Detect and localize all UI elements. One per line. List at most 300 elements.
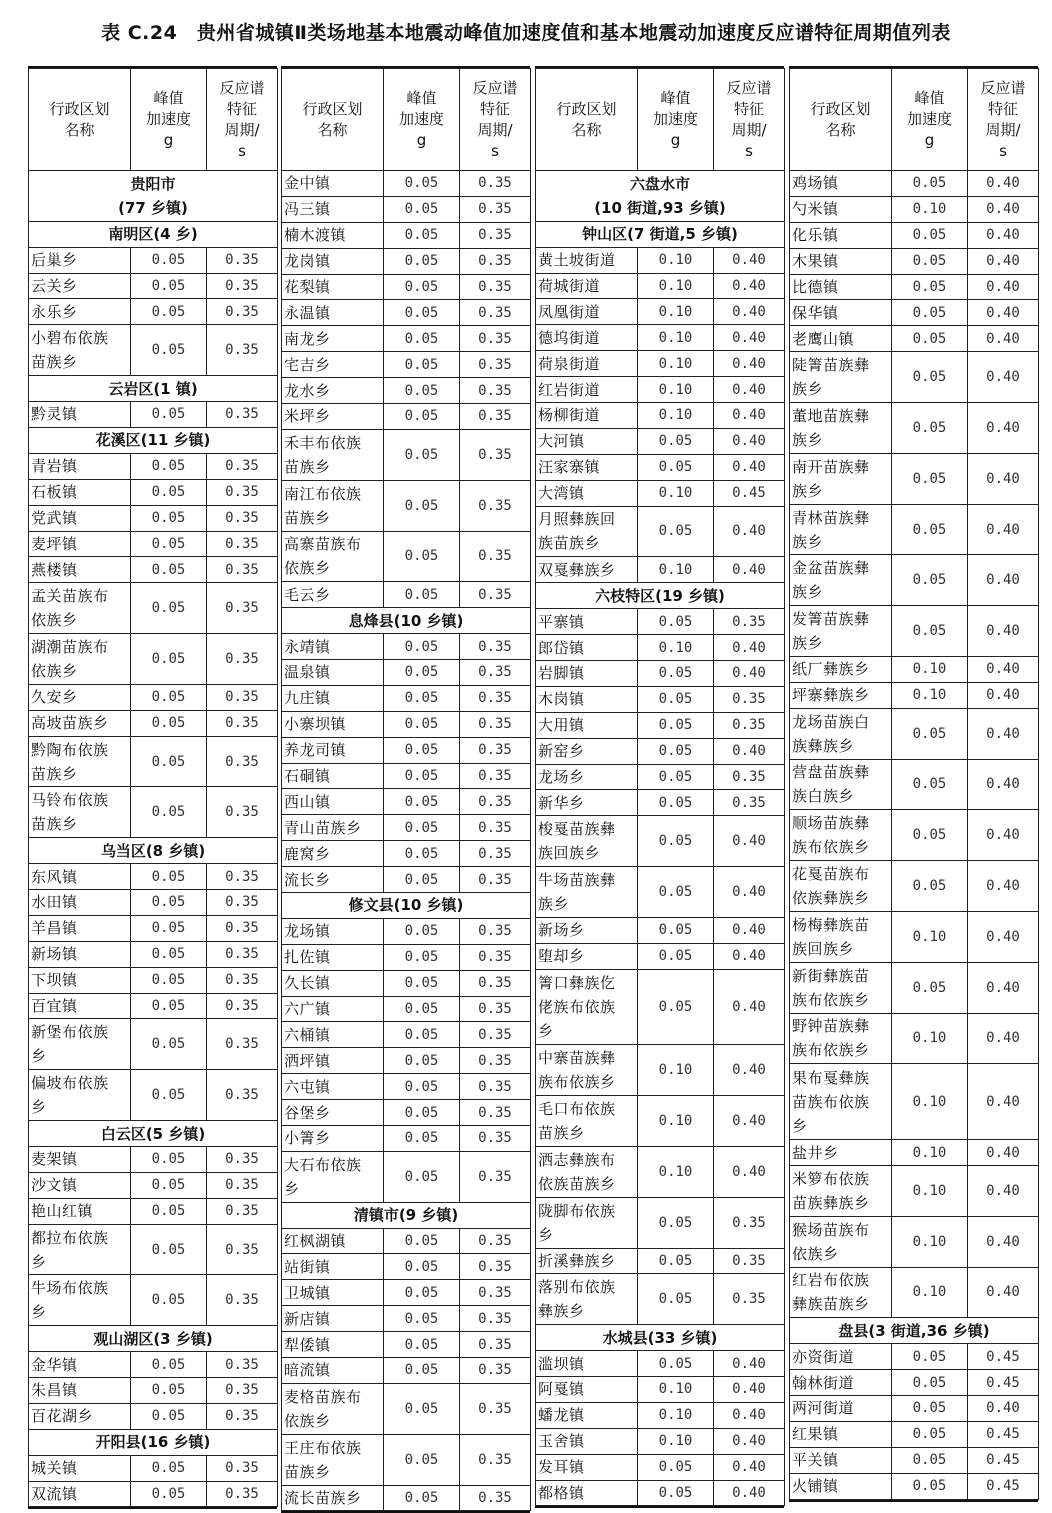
period-value: 0.35 <box>207 1019 278 1070</box>
town-name: 荷泉街道 <box>536 351 638 377</box>
peak-acceleration-value: 0.05 <box>384 841 460 867</box>
peak-acceleration-value: 0.05 <box>384 582 460 608</box>
town-name: 麦格苗族布 依族乡 <box>282 1383 384 1434</box>
period-value: 0.35 <box>714 1197 785 1248</box>
peak-acceleration-value: 0.05 <box>384 248 460 274</box>
town-name: 红果镇 <box>790 1421 892 1447</box>
town-name: 高寨苗族布 依族乡 <box>282 531 384 582</box>
peak-acceleration-value: 0.05 <box>384 352 460 378</box>
period-value: 0.35 <box>460 196 531 222</box>
peak-acceleration-value: 0.05 <box>638 790 714 816</box>
town-name: 两河街道 <box>790 1396 892 1422</box>
town-name: 新窑乡 <box>536 738 638 764</box>
town-name: 鸡场镇 <box>790 171 892 197</box>
table-row <box>29 1481 278 1507</box>
table-row <box>790 911 1039 962</box>
period-value: 0.40 <box>968 1013 1039 1064</box>
period-value: 0.45 <box>714 480 785 506</box>
period-value: 0.35 <box>714 790 785 816</box>
header-row <box>29 69 278 171</box>
period-value: 0.40 <box>714 299 785 325</box>
table-row <box>29 1403 278 1429</box>
town-name: 城关镇 <box>29 1455 131 1481</box>
town-name: 孟关苗族布 依族乡 <box>29 583 131 634</box>
period-value: 0.40 <box>968 1216 1039 1267</box>
peak-acceleration-value: 0.05 <box>892 759 968 810</box>
period-value: 0.40 <box>968 861 1039 912</box>
town-name: 大河镇 <box>536 428 638 454</box>
town-name: 堕却乡 <box>536 943 638 969</box>
town-name: 双戛彝族乡 <box>536 557 638 583</box>
peak-acceleration-value: 0.05 <box>131 684 207 710</box>
town-name: 荷城街道 <box>536 273 638 299</box>
peak-acceleration-value: 0.05 <box>384 1126 460 1152</box>
period-value: 0.35 <box>460 711 531 737</box>
peak-acceleration-value: 0.10 <box>638 247 714 273</box>
period-value: 0.35 <box>460 429 531 480</box>
period-value: 0.40 <box>714 660 785 686</box>
town-name: 陇脚布依族 乡 <box>536 1197 638 1248</box>
peak-acceleration-value: 0.05 <box>892 248 968 274</box>
town-name: 百花湖乡 <box>29 1403 131 1429</box>
town-name: 养龙司镇 <box>282 737 384 763</box>
table-row <box>282 1126 531 1152</box>
period-value: 0.35 <box>460 1280 531 1306</box>
peak-acceleration-value: 0.05 <box>131 967 207 993</box>
region-heading: 乌当区(8 乡镇) <box>29 838 278 864</box>
town-name: 新场乡 <box>536 917 638 943</box>
peak-acceleration-value: 0.05 <box>892 1473 968 1499</box>
table-row <box>790 1064 1039 1140</box>
period-value: 0.35 <box>207 1172 278 1198</box>
peak-acceleration-value: 0.05 <box>384 480 460 531</box>
period-value: 0.35 <box>207 1403 278 1429</box>
period-value: 0.40 <box>714 1045 785 1096</box>
town-name: 犁倭镇 <box>282 1332 384 1358</box>
peak-acceleration-value: 0.05 <box>384 531 460 582</box>
town-name: 石硐镇 <box>282 763 384 789</box>
town-name: 楠木渡镇 <box>282 222 384 248</box>
period-value: 0.40 <box>714 454 785 480</box>
period-value: 0.35 <box>207 583 278 634</box>
peak-acceleration-value: 0.05 <box>131 1172 207 1198</box>
peak-acceleration-value: 0.05 <box>638 1480 714 1506</box>
table-row <box>282 711 531 737</box>
town-name: 金盆苗族彝 族乡 <box>790 555 892 606</box>
town-name: 百宜镇 <box>29 993 131 1019</box>
period-value: 0.35 <box>207 1481 278 1507</box>
period-value: 0.40 <box>714 325 785 351</box>
peak-acceleration-value: 0.10 <box>638 1402 714 1428</box>
table-row <box>29 993 278 1019</box>
peak-acceleration-value: 0.05 <box>384 1332 460 1358</box>
table-row <box>536 377 785 403</box>
town-name: 西山镇 <box>282 789 384 815</box>
table-row <box>790 352 1039 403</box>
peak-acceleration-value: 0.10 <box>638 403 714 429</box>
town-name: 鹿窝乡 <box>282 841 384 867</box>
period-value: 0.35 <box>207 1455 278 1481</box>
table-row <box>790 300 1039 326</box>
town-name: 六桶镇 <box>282 1022 384 1048</box>
period-value: 0.35 <box>714 609 785 635</box>
peak-acceleration-value: 0.10 <box>638 1377 714 1403</box>
table-row <box>282 970 531 996</box>
table-column-1 <box>28 66 277 1509</box>
table-row <box>536 325 785 351</box>
period-value: 0.40 <box>968 1267 1039 1318</box>
table-row <box>536 969 785 1045</box>
table-row <box>790 403 1039 454</box>
town-name: 青岩镇 <box>29 453 131 479</box>
table-row <box>29 325 278 376</box>
period-value: 0.35 <box>207 710 278 736</box>
town-name: 沙文镇 <box>29 1172 131 1198</box>
town-name: 坪寨彝族乡 <box>790 682 892 708</box>
peak-acceleration-value: 0.05 <box>384 970 460 996</box>
period-value: 0.40 <box>714 1096 785 1147</box>
period-value: 0.35 <box>714 712 785 738</box>
peak-acceleration-value: 0.05 <box>638 1454 714 1480</box>
period-value: 0.35 <box>460 1358 531 1384</box>
region-heading: 盘县(3 街道,36 乡镇) <box>790 1318 1039 1344</box>
table-row <box>29 736 278 787</box>
peak-acceleration-value: 0.05 <box>131 1224 207 1275</box>
peak-acceleration-value: 0.05 <box>131 557 207 583</box>
period-value: 0.40 <box>714 1377 785 1403</box>
period-value: 0.35 <box>207 531 278 557</box>
period-value: 0.40 <box>968 403 1039 454</box>
town-name: 王庄布依族 苗族乡 <box>282 1434 384 1485</box>
peak-acceleration-value: 0.05 <box>384 404 460 430</box>
peak-acceleration-value: 0.05 <box>638 764 714 790</box>
period-value: 0.35 <box>460 480 531 531</box>
table-row <box>536 1402 785 1428</box>
period-value: 0.35 <box>207 684 278 710</box>
peak-acceleration-value: 0.05 <box>892 326 968 352</box>
town-name: 龙水乡 <box>282 378 384 404</box>
table-row <box>282 480 531 531</box>
town-name: 牛场苗族彝 族乡 <box>536 867 638 918</box>
town-name: 月照彝族回 族苗族乡 <box>536 506 638 557</box>
group-header-row <box>536 583 785 609</box>
town-name: 蟠龙镇 <box>536 1402 638 1428</box>
group-header-row <box>536 1325 785 1351</box>
peak-acceleration-value: 0.05 <box>384 737 460 763</box>
table-row <box>790 1216 1039 1267</box>
peak-acceleration-value: 0.05 <box>384 815 460 841</box>
town-name: 杨梅彝族苗 族回族乡 <box>790 911 892 962</box>
table-row <box>536 764 785 790</box>
table-row <box>29 941 278 967</box>
table-row <box>790 453 1039 504</box>
table-row <box>29 864 278 890</box>
town-name: 宅吉乡 <box>282 352 384 378</box>
period-value: 0.35 <box>207 557 278 583</box>
town-name: 水田镇 <box>29 890 131 916</box>
region-heading: 六盘水市 (10 街道,93 乡镇) <box>536 171 785 222</box>
peak-acceleration-value: 0.05 <box>384 429 460 480</box>
table-row <box>29 557 278 583</box>
table-row <box>536 1096 785 1147</box>
town-name: 果布戛彝族 苗族布依族 乡 <box>790 1064 892 1140</box>
table-row <box>536 1480 785 1506</box>
town-name: 都格镇 <box>536 1480 638 1506</box>
peak-acceleration-value: 0.05 <box>638 1248 714 1274</box>
period-value: 0.35 <box>460 1126 531 1152</box>
peak-acceleration-value: 0.05 <box>131 634 207 685</box>
table-row <box>790 1267 1039 1318</box>
table-row <box>282 1280 531 1306</box>
period-value: 0.35 <box>460 970 531 996</box>
period-value: 0.40 <box>968 274 1039 300</box>
table-row <box>790 1013 1039 1064</box>
table-row <box>29 247 278 273</box>
period-value: 0.40 <box>968 1396 1039 1422</box>
town-name: 湖潮苗族布 依族乡 <box>29 634 131 685</box>
period-value: 0.40 <box>714 969 785 1045</box>
town-name: 洒坪镇 <box>282 1048 384 1074</box>
period-value: 0.40 <box>968 222 1039 248</box>
period-value: 0.40 <box>714 1428 785 1454</box>
town-name: 郎岱镇 <box>536 635 638 661</box>
table-row <box>29 710 278 736</box>
town-name: 德坞街道 <box>536 325 638 351</box>
town-name: 都拉布依族 乡 <box>29 1224 131 1275</box>
period-value: 0.35 <box>207 1224 278 1275</box>
table-row <box>29 299 278 325</box>
peak-acceleration-value: 0.05 <box>638 609 714 635</box>
peak-acceleration-value: 0.05 <box>638 816 714 867</box>
table-row <box>282 171 531 197</box>
table-row <box>282 634 531 660</box>
period-value: 0.40 <box>714 816 785 867</box>
period-value: 0.35 <box>207 1146 278 1172</box>
table-row <box>536 816 785 867</box>
table-row <box>790 1370 1039 1396</box>
town-name: 大湾镇 <box>536 480 638 506</box>
table-row <box>282 1100 531 1126</box>
town-name: 米箩布依族 苗族彝族乡 <box>790 1165 892 1216</box>
town-name: 黔灵镇 <box>29 402 131 428</box>
period-value: 0.35 <box>207 736 278 787</box>
period-value: 0.35 <box>207 325 278 376</box>
table-row <box>282 326 531 352</box>
period-value: 0.35 <box>207 1352 278 1378</box>
period-value: 0.40 <box>968 1064 1039 1140</box>
peak-acceleration-value: 0.10 <box>638 351 714 377</box>
peak-acceleration-value: 0.05 <box>638 454 714 480</box>
town-name: 冯三镇 <box>282 196 384 222</box>
period-value: 0.35 <box>207 299 278 325</box>
peak-acceleration-value: 0.05 <box>384 867 460 893</box>
peak-acceleration-value: 0.05 <box>384 918 460 944</box>
table-row <box>536 1428 785 1454</box>
period-value: 0.35 <box>207 453 278 479</box>
town-name: 永温镇 <box>282 300 384 326</box>
peak-acceleration-value: 0.05 <box>131 1403 207 1429</box>
data-table <box>281 68 531 1511</box>
period-value: 0.35 <box>460 918 531 944</box>
peak-acceleration-value: 0.10 <box>892 196 968 222</box>
town-name: 陡箐苗族彝 族乡 <box>790 352 892 403</box>
table-row <box>282 222 531 248</box>
period-value: 0.40 <box>714 247 785 273</box>
period-value: 0.35 <box>714 1274 785 1325</box>
peak-acceleration-value: 0.10 <box>638 557 714 583</box>
region-heading: 开阳县(16 乡镇) <box>29 1429 278 1455</box>
town-name: 平关镇 <box>790 1447 892 1473</box>
header-peak-acceleration: 峰值 加速度 g <box>638 69 714 171</box>
table-row <box>282 378 531 404</box>
period-value: 0.35 <box>207 1378 278 1404</box>
table-row <box>282 300 531 326</box>
town-name: 龙岗镇 <box>282 248 384 274</box>
town-name: 新店镇 <box>282 1306 384 1332</box>
town-name: 玉舍镇 <box>536 1428 638 1454</box>
table-row <box>282 1332 531 1358</box>
peak-acceleration-value: 0.05 <box>384 1306 460 1332</box>
period-value: 0.40 <box>968 196 1039 222</box>
period-value: 0.35 <box>460 1254 531 1280</box>
period-value: 0.35 <box>460 222 531 248</box>
town-name: 董地苗族彝 族乡 <box>790 403 892 454</box>
period-value: 0.40 <box>968 810 1039 861</box>
peak-acceleration-value: 0.05 <box>131 505 207 531</box>
town-name: 箐口彝族仡 佬族布依族 乡 <box>536 969 638 1045</box>
period-value: 0.35 <box>460 789 531 815</box>
region-heading: 钟山区(7 街道,5 乡镇) <box>536 221 785 247</box>
town-name: 石板镇 <box>29 479 131 505</box>
period-value: 0.45 <box>968 1370 1039 1396</box>
period-value: 0.40 <box>968 1165 1039 1216</box>
town-name: 落别布依族 彝族乡 <box>536 1274 638 1325</box>
header-period: 反应谱 特征 周期/ s <box>968 69 1039 171</box>
group-header-row <box>29 376 278 402</box>
peak-acceleration-value: 0.05 <box>892 1447 968 1473</box>
peak-acceleration-value: 0.05 <box>384 300 460 326</box>
town-name: 毛口布依族 苗族乡 <box>536 1096 638 1147</box>
period-value: 0.45 <box>968 1447 1039 1473</box>
header-peak-acceleration: 峰值 加速度 g <box>131 69 207 171</box>
table-title: 表 C.24 贵州省城镇Ⅱ类场地基本地震动峰值加速度值和基本地震动加速度反应谱特征周期值列表 <box>101 22 951 44</box>
peak-acceleration-value: 0.05 <box>131 736 207 787</box>
peak-acceleration-value: 0.05 <box>892 300 968 326</box>
period-value: 0.35 <box>460 171 531 197</box>
group-header-row <box>282 608 531 634</box>
town-name: 新堡布依族 乡 <box>29 1019 131 1070</box>
table-row <box>536 943 785 969</box>
town-name: 扎佐镇 <box>282 944 384 970</box>
peak-acceleration-value: 0.05 <box>892 861 968 912</box>
town-name: 纸厂彝族乡 <box>790 657 892 683</box>
period-value: 0.35 <box>460 274 531 300</box>
table-row <box>29 1275 278 1326</box>
peak-acceleration-value: 0.05 <box>892 504 968 555</box>
group-header-row <box>29 1429 278 1455</box>
town-name: 卫城镇 <box>282 1280 384 1306</box>
table-row <box>282 918 531 944</box>
table-row <box>29 1146 278 1172</box>
town-name: 龙场苗族白 族彝族乡 <box>790 708 892 759</box>
peak-acceleration-value: 0.05 <box>892 403 968 454</box>
table-row <box>282 1485 531 1511</box>
table-row <box>790 504 1039 555</box>
peak-acceleration-value: 0.10 <box>638 325 714 351</box>
table-row <box>536 686 785 712</box>
peak-acceleration-value: 0.10 <box>638 1045 714 1096</box>
town-name: 木果镇 <box>790 248 892 274</box>
peak-acceleration-value: 0.10 <box>638 299 714 325</box>
peak-acceleration-value: 0.05 <box>638 1197 714 1248</box>
header-row <box>282 69 531 171</box>
peak-acceleration-value: 0.10 <box>638 1146 714 1197</box>
peak-acceleration-value: 0.05 <box>638 1274 714 1325</box>
table-row <box>790 861 1039 912</box>
town-name: 南开苗族彝 族乡 <box>790 453 892 504</box>
peak-acceleration-value: 0.05 <box>892 453 968 504</box>
peak-acceleration-value: 0.05 <box>384 1280 460 1306</box>
town-name: 南龙乡 <box>282 326 384 352</box>
town-name: 燕楼镇 <box>29 557 131 583</box>
table-row <box>282 1306 531 1332</box>
period-value: 0.35 <box>460 1332 531 1358</box>
town-name: 久长镇 <box>282 970 384 996</box>
peak-acceleration-value: 0.05 <box>131 1198 207 1224</box>
period-value: 0.40 <box>714 1146 785 1197</box>
peak-acceleration-value: 0.10 <box>892 1267 968 1318</box>
period-value: 0.40 <box>714 557 785 583</box>
period-value: 0.35 <box>714 686 785 712</box>
table-column-3 <box>535 66 784 1508</box>
table-row <box>282 841 531 867</box>
table-row <box>282 582 531 608</box>
table-row <box>536 712 785 738</box>
table-row <box>536 557 785 583</box>
table-row <box>29 273 278 299</box>
table-row <box>282 944 531 970</box>
period-value: 0.40 <box>968 682 1039 708</box>
town-name: 火铺镇 <box>790 1473 892 1499</box>
group-header-row <box>282 1202 531 1228</box>
group-header-row <box>29 1326 278 1352</box>
peak-acceleration-value: 0.05 <box>384 711 460 737</box>
town-name: 小碧布依族 苗族乡 <box>29 325 131 376</box>
table-row <box>536 635 785 661</box>
data-table <box>789 68 1039 1500</box>
peak-acceleration-value: 0.05 <box>131 247 207 273</box>
peak-acceleration-value: 0.05 <box>384 1485 460 1511</box>
table-row <box>536 867 785 918</box>
header-name: 行政区划 名称 <box>536 69 638 171</box>
table-row <box>282 531 531 582</box>
table-row <box>790 682 1039 708</box>
period-value: 0.40 <box>968 1140 1039 1166</box>
table-row <box>790 555 1039 606</box>
peak-acceleration-value: 0.05 <box>131 1275 207 1326</box>
table-row <box>282 196 531 222</box>
peak-acceleration-value: 0.05 <box>384 1383 460 1434</box>
table-row <box>790 962 1039 1013</box>
peak-acceleration-value: 0.10 <box>638 1096 714 1147</box>
table-row <box>29 634 278 685</box>
data-table <box>535 68 785 1506</box>
period-value: 0.40 <box>968 504 1039 555</box>
data-table <box>28 68 278 1507</box>
town-name: 杨柳街道 <box>536 403 638 429</box>
period-value: 0.35 <box>207 941 278 967</box>
peak-acceleration-value: 0.05 <box>131 1070 207 1121</box>
